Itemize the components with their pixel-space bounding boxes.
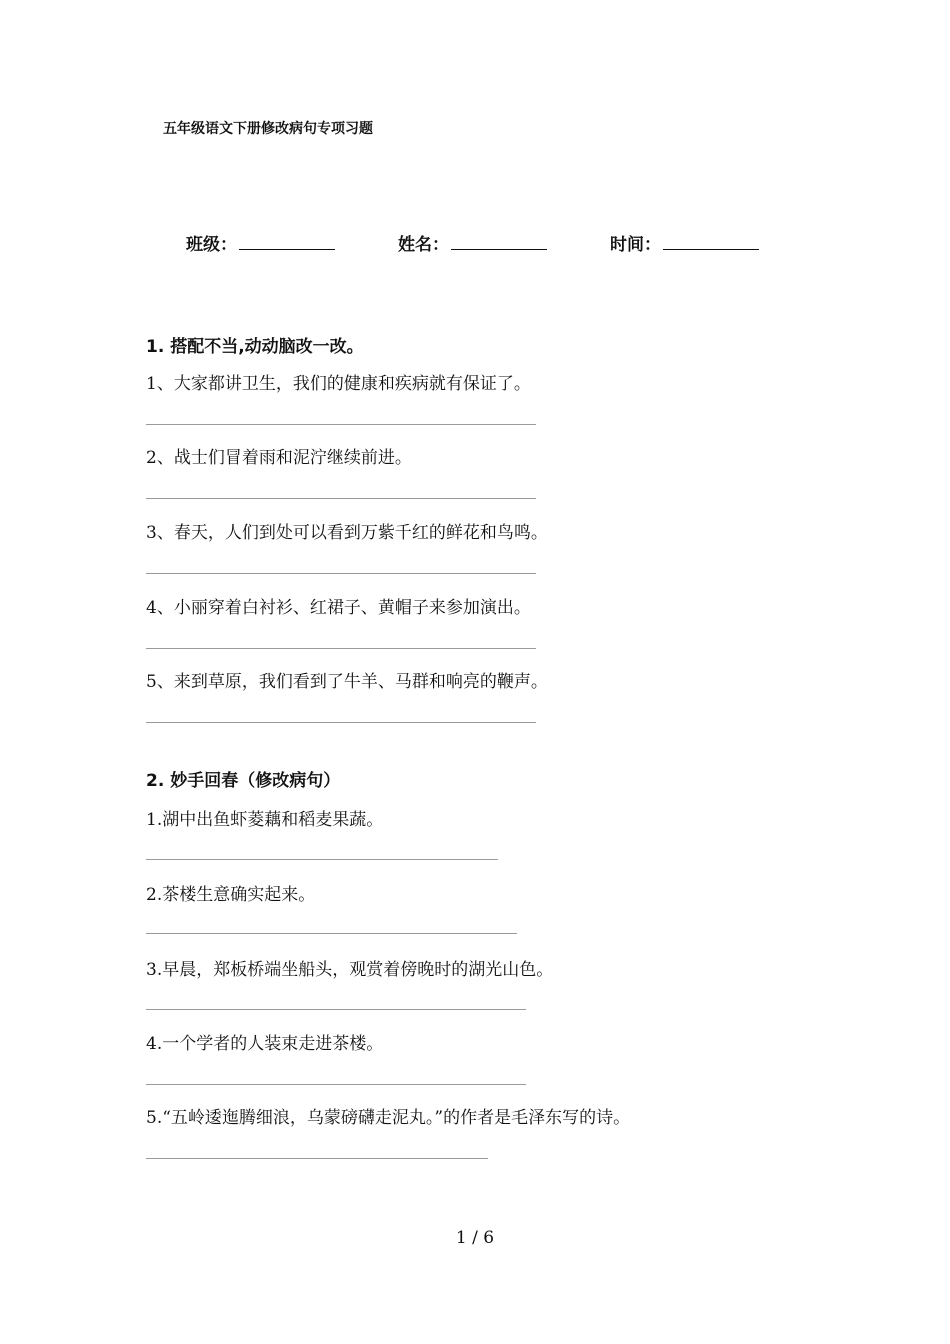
- question-item: 3.早晨，郑板桥端坐船头，观赏着傍晚时的湖光山色。: [146, 960, 554, 980]
- question-item: 4.一个学者的人装束走进茶楼。: [146, 1034, 384, 1054]
- question-item: 1、大家都讲卫生，我们的健康和疾病就有保证了。: [146, 374, 531, 394]
- question-item: 5.“五岭逶迤腾细浪，乌蒙磅礴走泥丸。”的作者是毛泽东写的诗。: [146, 1108, 631, 1128]
- class-label: 班级：: [186, 235, 237, 255]
- answer-line: [146, 933, 517, 934]
- question-item: 4、小丽穿着白衬衫、红裙子、黄帽子来参加演出。: [146, 598, 531, 618]
- page-number: 1 / 6: [455, 1228, 495, 1248]
- answer-line: [146, 498, 536, 499]
- answer-line: [146, 722, 536, 723]
- answer-line: [146, 1009, 526, 1010]
- class-blank: [239, 235, 335, 250]
- time-field: [610, 230, 759, 255]
- time-label: 时间：: [610, 235, 661, 255]
- answer-line: [146, 424, 536, 425]
- question-item: 5、来到草原，我们看到了牛羊、马群和响亮的鞭声。: [146, 672, 548, 692]
- name-label: 姓名：: [398, 235, 449, 255]
- section-2-heading: 2. 妙手回春（修改病句）: [146, 771, 341, 791]
- name-field: [398, 230, 547, 255]
- question-item: 2.茶楼生意确实起来。: [146, 885, 316, 905]
- answer-line: [146, 648, 536, 649]
- section-1-heading: 1. 搭配不当,动动脑改一改。: [146, 337, 364, 357]
- answer-line: [146, 1158, 488, 1159]
- document-title: 五年级语文下册修改病句专项习题: [163, 121, 373, 137]
- class-field: [186, 230, 335, 255]
- name-blank: [451, 235, 547, 250]
- time-blank: [663, 235, 759, 250]
- answer-line: [146, 573, 536, 574]
- answer-line: [146, 859, 498, 860]
- question-item: 1.湖中出鱼虾菱藕和稻麦果蔬。: [146, 810, 384, 830]
- answer-line: [146, 1084, 526, 1085]
- question-item: 2、战士们冒着雨和泥泞继续前进。: [146, 448, 412, 468]
- question-item: 3、春天，人们到处可以看到万紫千红的鲜花和鸟鸣。: [146, 523, 548, 543]
